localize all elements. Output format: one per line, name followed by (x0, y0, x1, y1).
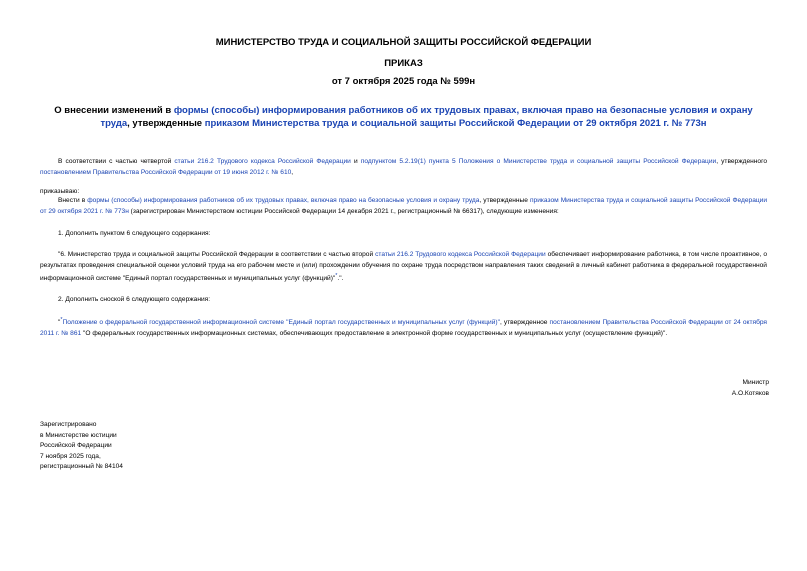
quote1-text-3: .". (337, 275, 344, 283)
quote2-open-quote: " (58, 319, 61, 327)
title-link-forms[interactable]: формы (способы) информирования работников об их трудовых правах, включая право на безопасные условия и охрану труда (100, 105, 753, 129)
quote1-text-1: "6. Министерство труда и социальной защиты Российской Федерации в соответствии с частью второй (58, 251, 376, 258)
preamble-text-1: В соответствии с частью четвертой (58, 158, 175, 165)
ministry-heading: МИНИСТЕРСТВО ТРУДА И СОЦИАЛЬНОЙ ЗАЩИТЫ РОССИЙСКОЙ ФЕДЕРАЦИИ (215, 37, 592, 48)
registration-line-3: Российской Федерации (40, 442, 112, 449)
registration-line-4: 7 ноября 2025 года, (40, 452, 101, 460)
link-government-resolution-610[interactable]: постановлением Правительства Российской Федерации от 19 июня 2012 г. № 610 (40, 168, 292, 176)
title-link-order[interactable]: приказом Министерства труда и социальной защиты Российской Федерации от 29 октября 2021 г. № 773н (204, 118, 707, 129)
link-ministry-regulation[interactable]: подпунктом 5.2.19(1) пункта 5 Положения о Министерстве труда и социальной защиты Российской Федерации (360, 158, 717, 165)
link-forms[interactable]: формы (способы) информирования работников об их трудовых правах, включая право на безопасные условия и охрану труда (87, 197, 480, 204)
link-labor-code-article-2[interactable]: статьи 216.2 Трудового кодекса Российской Федерации (375, 251, 546, 258)
title-text-1: О внесении изменений в (54, 105, 174, 116)
link-portal-regulation[interactable]: Положение о федеральной государственной информационной системе "Единый портал государственных и муниципальных услуг (функций)" (62, 319, 500, 327)
item-2: 2. Дополнить сноской 6 следующего содержания: (58, 296, 211, 303)
link-labor-code-article[interactable]: статьи 216.2 Трудового кодекса Российской Федерации (174, 158, 351, 165)
quote2-text-2: , утвержденное (499, 319, 550, 327)
order-word: приказываю: (40, 188, 80, 195)
signature-block (732, 378, 769, 399)
amendment-text-3: (зарегистрирован Министерством юстиции Российской Федерации 14 декабря 2021 г., регистрационный № 66317), следующие изменения: (128, 207, 559, 215)
doc-date-number: от 7 октября 2025 года № 599н (331, 76, 476, 87)
amendment-text-1: Внести в (58, 197, 88, 204)
preamble-text-4: , (291, 168, 294, 176)
doc-type-heading: ПРИКАЗ (384, 58, 423, 69)
preamble-paragraph (40, 157, 767, 178)
amendment-paragraph (40, 196, 767, 217)
link-order-773n[interactable]: приказом Министерства труда и социальной защиты Российской Федерации от 29 октября 2021 г. № 773н (40, 197, 768, 215)
title-text-2: , утвержденные (127, 118, 205, 129)
signatory-name: А.О.Котяков (731, 389, 769, 397)
registration-line-5: регистрационный № 84104 (40, 463, 123, 470)
registration-block (40, 420, 123, 473)
quote-point-6 (40, 250, 767, 285)
preamble-text-2: и (350, 158, 361, 165)
preamble-text-3: , утвержденного (716, 158, 768, 165)
quote2-text-3: "О федеральных государственных информационных системах, обеспечивающих предоставление в электронной форме государственных и муниципальных услуг (осуществление функций)". (81, 329, 668, 337)
registration-line-2: в Министерстве юстиции (40, 431, 117, 439)
footnote-marker-2: * (60, 317, 63, 323)
registration-line-1: Зарегистрировано (40, 421, 97, 428)
link-government-resolution-861[interactable]: постановлением Правительства Российской Федерации от 24 октября 2011 г. № 861 (40, 319, 768, 337)
document-title (40, 104, 767, 130)
item-1: 1. Дополнить пунктом 6 следующего содержания: (58, 230, 211, 237)
footnote-marker[interactable]: * (335, 273, 338, 279)
quote1-text-2: обеспечивает информирование работника, в том числе проактивное, о результатах проведения специальной оценки условий труда на его рабочем месте и (или) прохождении обучения по охране труда посредством направления таких сведений в личный кабинет работника в федеральной государственной информационной системе "Единый портал государственных и муниципальных услуг (функций)" (40, 251, 768, 283)
quote-footnote-6 (40, 315, 767, 339)
amendment-text-2: , утвержденные (479, 197, 530, 204)
signatory-position: Министр (742, 379, 769, 386)
